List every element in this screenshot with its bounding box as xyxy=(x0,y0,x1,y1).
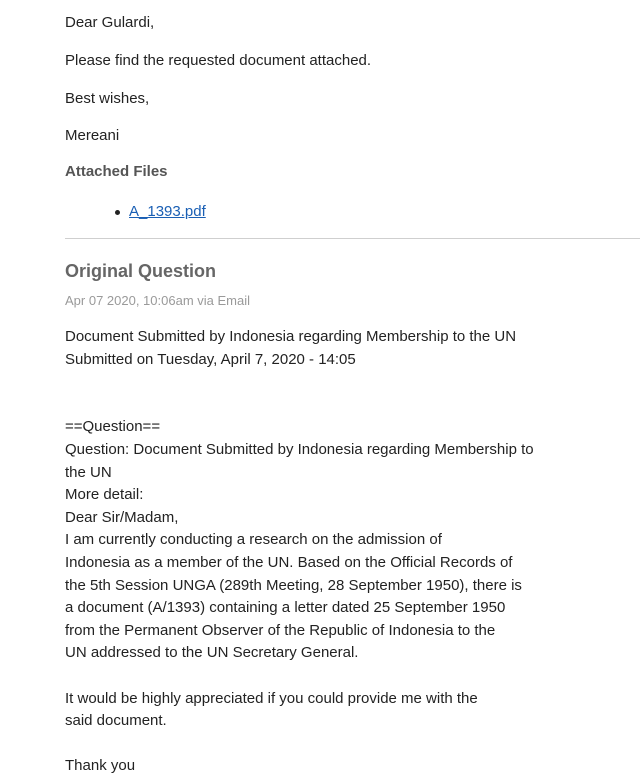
body-line: Question: Document Submitted by Indonesia regarding Membership to xyxy=(65,440,534,458)
body-line: ==Question== xyxy=(65,418,161,436)
body-blank-line xyxy=(65,665,565,688)
body-line: said document. xyxy=(65,712,167,730)
attachment-link[interactable]: A_1393.pdf xyxy=(129,203,206,220)
reply-greeting: Dear Gulardi, xyxy=(65,14,155,31)
body-line: It would be highly appreciated if you could provide me with the xyxy=(65,689,478,707)
attached-files-heading: Attached Files xyxy=(65,163,168,180)
body-line: the UN xyxy=(65,463,112,481)
body-line: a document (A/1393) containing a letter dated 25 September 1950 xyxy=(65,599,506,617)
reply-signature: Mereani xyxy=(65,127,120,144)
body-blank-line xyxy=(65,371,565,394)
section-divider xyxy=(65,238,640,239)
body-line: UN addressed to the UN Secretary General. xyxy=(65,644,359,662)
body-line: I am currently conducting a research on the admission of xyxy=(65,531,442,549)
body-line: from the Permanent Observer of the Republic of Indonesia to the xyxy=(65,621,496,639)
body-line: Document Submitted by Indonesia regarding Membership to the UN xyxy=(65,328,517,345)
body-line: Dear Sir/Madam, xyxy=(65,508,179,526)
original-question-meta: Apr 07 2020, 10:06am via Email xyxy=(65,293,250,308)
original-question-title: Original Question xyxy=(65,261,217,281)
body-line: Submitted on Tuesday, April 7, 2020 - 14:05 xyxy=(65,350,356,368)
attachment-list xyxy=(115,201,206,223)
body-line: More detail: xyxy=(65,486,144,504)
reply-body: Please find the requested document attached. xyxy=(65,52,372,69)
body-line: Indonesia as a member of the UN. Based on the Official Records of xyxy=(65,553,513,571)
body-line: the 5th Session UNGA (289th Meeting, 28 September 1950), there is xyxy=(65,576,522,594)
body-blank-line xyxy=(65,733,565,756)
original-question-body xyxy=(65,326,565,778)
reply-signoff: Best wishes, xyxy=(65,90,150,107)
body-blank-line xyxy=(65,394,565,417)
body-line: Thank you xyxy=(65,757,136,775)
attachment-item xyxy=(115,201,206,223)
bullet-icon xyxy=(115,210,120,215)
